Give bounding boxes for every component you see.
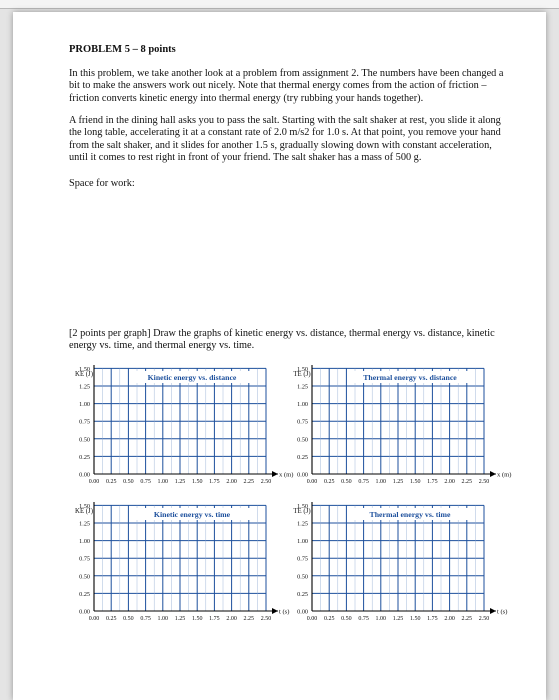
y-tick-label: 0.75 [79,555,90,563]
x-tick-label: 2.25 [243,616,255,622]
x-axis-label: t (s) [497,608,508,616]
y-tick-label: 1.00 [297,401,308,409]
y-tick-label: 0.25 [297,590,308,598]
y-tick-label: 0.75 [79,418,90,426]
x-axis-arrow [490,471,496,477]
x-tick-label: 0.50 [123,479,134,485]
x-tick-label: 2.00 [226,479,237,485]
y-tick-label: 0.50 [79,436,90,444]
x-tick-label: 1.75 [209,479,220,485]
x-axis-label: x (m) [497,471,512,479]
graph-title: Kinetic energy vs. distance [147,373,237,382]
graph-te-vs-time[interactable] [281,502,513,634]
x-tick-label: 1.50 [409,616,421,622]
x-tick-label: 1.75 [427,616,438,622]
y-tick-label: 1.50 [297,365,308,373]
y-tick-label: 1.25 [79,520,90,528]
y-tick-label: 1.25 [297,520,308,528]
x-tick-label: 0.25 [323,616,335,622]
y-tick-label: 1.00 [297,538,308,546]
x-tick-label: 0.25 [105,479,117,485]
x-tick-label: 0.25 [105,616,117,622]
y-tick-label: 1.25 [79,383,90,391]
x-tick-label: 2.00 [444,616,455,622]
x-tick-label: 2.00 [444,479,455,485]
x-tick-label: 0.50 [341,479,352,485]
y-tick-label: 0.00 [79,608,90,616]
x-tick-label: 0.75 [358,479,369,485]
x-tick-label: 2.50 [260,616,272,622]
x-tick-label: 1.00 [375,479,387,485]
window-top-edge [0,0,559,9]
x-axis-arrow [272,471,278,477]
y-tick-label: 0.00 [297,608,308,616]
graph-ke-vs-time[interactable] [63,502,295,634]
x-axis-arrow [490,608,496,614]
x-tick-label: 2.25 [461,616,473,622]
x-tick-label: 1.00 [157,479,169,485]
x-tick-label: 2.25 [461,479,473,485]
y-tick-label: 0.50 [79,573,90,581]
x-tick-label: 0.00 [88,616,100,622]
x-tick-label: 0.25 [323,479,335,485]
y-tick-label: 1.25 [297,383,308,391]
x-tick-label: 1.50 [409,479,421,485]
x-tick-label: 1.00 [157,616,169,622]
graph-title: Thermal energy vs. time [369,510,451,519]
x-tick-label: 2.50 [478,616,490,622]
y-tick-label: 1.50 [297,502,308,510]
x-tick-label: 0.50 [341,616,352,622]
x-tick-label: 0.00 [306,479,318,485]
y-tick-label: 0.00 [297,471,308,479]
x-tick-label: 1.75 [209,616,220,622]
graph-ke-vs-distance[interactable] [63,365,295,497]
x-tick-label: 0.75 [140,616,151,622]
x-axis-label: x (m) [279,471,294,479]
x-tick-label: 1.25 [392,479,404,485]
y-tick-label: 0.00 [79,471,90,479]
x-tick-label: 0.75 [358,616,369,622]
y-tick-label: 0.50 [297,436,308,444]
intro-paragraph: In this problem, we take another look at a problem from assignment 2. The numbers have been changed a bit to make the answers work out nicely. Note that thermal energy comes from the action of friction – friction converts kinetic energy into thermal energy (try rubbing your hands together). [69,68,504,104]
x-tick-label: 2.50 [260,479,272,485]
x-tick-label: 1.25 [174,616,186,622]
document-page [13,12,546,700]
x-axis-arrow [272,608,278,614]
y-tick-label: 0.25 [79,453,90,461]
x-axis-label: t (s) [279,608,290,616]
y-axis-label: KE (J) [75,371,93,378]
scenario-paragraph: A friend in the dining hall asks you to pass the salt. Starting with the salt shaker at rest, you slide it along the long table, accelerating it at a constant rate of 2.0 m/s2 for 1.0 s. At that point, you remove your hand from the salt shaker, and it slides for another 1.5 s, gradually slowing down with constant acceleration, until it comes to rest right in front of your friend. The salt shaker has a mass of 500 g. [69,115,501,164]
x-tick-label: 0.50 [123,616,134,622]
x-tick-label: 0.00 [88,479,100,485]
graph-title: Kinetic energy vs. time [153,510,231,519]
x-tick-label: 1.00 [375,616,387,622]
y-axis-label: TE (J) [293,371,311,378]
y-tick-label: 0.75 [297,555,308,563]
y-tick-label: 1.50 [79,365,90,373]
x-tick-label: 0.00 [306,616,318,622]
y-tick-label: 0.25 [79,590,90,598]
graph-te-vs-distance[interactable] [281,365,513,497]
y-tick-label: 0.75 [297,418,308,426]
y-tick-label: 1.50 [79,502,90,510]
problem-title: PROBLEM 5 – 8 points [69,44,176,55]
graph-title: Thermal energy vs. distance [363,373,457,382]
x-tick-label: 1.50 [191,616,203,622]
x-tick-label: 2.50 [478,479,490,485]
x-tick-label: 2.25 [243,479,255,485]
x-tick-label: 2.00 [226,616,237,622]
y-tick-label: 1.00 [79,538,90,546]
x-tick-label: 1.25 [174,479,186,485]
graph-instructions: [2 points per graph] Draw the graphs of kinetic energy vs. distance, thermal energy vs. distance, kinetic energy vs. time, and thermal energy vs. time. [69,328,495,352]
work-space-label: Space for work: [69,178,135,189]
x-tick-label: 1.50 [191,479,203,485]
y-tick-label: 0.25 [297,453,308,461]
x-tick-label: 1.25 [392,616,404,622]
y-axis-label: KE (J) [75,508,93,515]
x-tick-label: 0.75 [140,479,151,485]
x-tick-label: 1.75 [427,479,438,485]
y-axis-label: TE (J) [293,508,311,515]
y-tick-label: 1.00 [79,401,90,409]
y-tick-label: 0.50 [297,573,308,581]
